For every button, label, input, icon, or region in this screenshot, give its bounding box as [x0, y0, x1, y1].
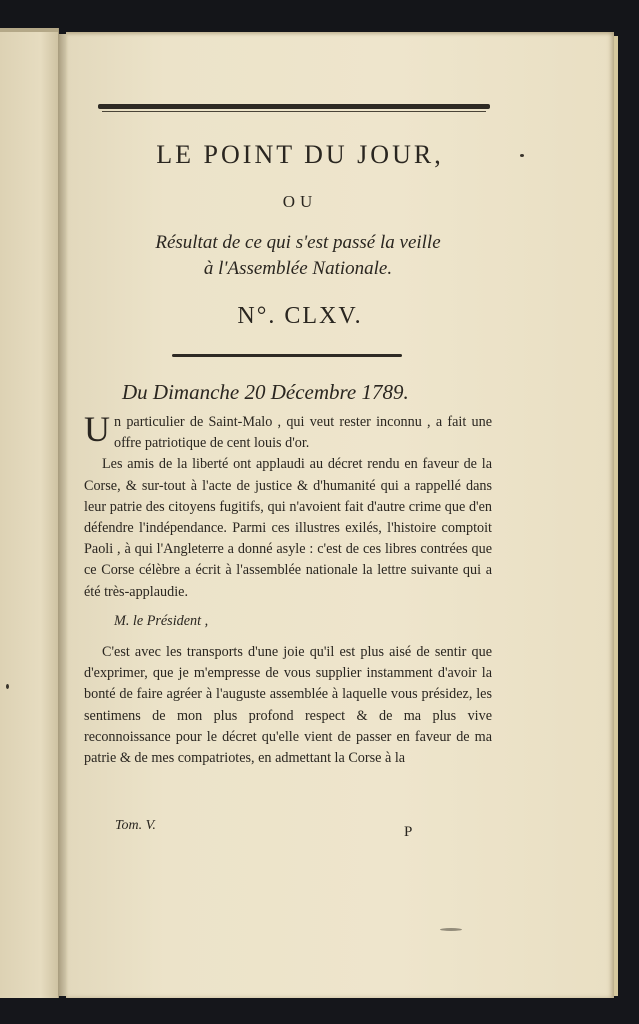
facing-page-top	[0, 28, 58, 32]
ink-fleck	[440, 928, 462, 931]
header-rule	[98, 104, 490, 109]
subtitle	[88, 230, 508, 282]
entry-date: Du Dimanche 20 Décembre 1789.	[122, 380, 409, 404]
title-ou: OU	[282, 192, 318, 211]
subtitle-line-1: Résultat de ce qui s'est passé la veille	[155, 232, 441, 253]
scan-background	[0, 0, 639, 30]
paragraph-2: Les amis de la liberté ont applaudi au décret rendu en faveur de la Corse, & sur-tout à l'acte de justice & d'humanité qui a rappellé dans leur patrie des citoyens fugitifs, qui n'avoient fait d'autre crime que d'en défendre l'indépendance. Parmi ces illustres exilés, l'histoire comptoit Paoli , à qui l'Angleterre a donné asyle : c'est de ces libres contrées que ce Corse célèbre a écrit à l'assemblée nationale la lettre suivante qui a été très-applaudie.	[84, 456, 492, 600]
paragraph-1	[84, 409, 492, 454]
salutation: M. le Président ,	[114, 612, 209, 629]
body-text	[84, 409, 492, 769]
paragraph-3: C'est avec les transports d'une joie qu'il est plus aisé de sentir que d'exprimer, que je m'empresse de vous supplier instamment d'avoir la bonté de faire agréer à l'auguste assemblée à laquelle vous présidez, les sentimens de mon plus profond respect & de ma plus vive reconnoissance pour le décret qu'elle vient de passer en faveur de ma patrie & de mes compatriotes, en admettant la Corse à la	[84, 644, 492, 767]
gathering-signature: P	[404, 824, 413, 840]
facing-page-edge	[0, 28, 59, 998]
page-title: LE POINT DU JOUR,	[156, 140, 444, 169]
paragraph-1-text: n particulier de Saint-Malo , qui veut rester inconnu , a fait une offre patriotique de cent louis d'or.	[114, 414, 492, 452]
header-rule-thin	[102, 111, 486, 112]
subtitle-line-2: à l'Assemblée Nationale.	[203, 258, 393, 279]
issue-number: N°. CLXV.	[237, 303, 363, 329]
volume-signature: Tom. V.	[115, 818, 156, 833]
ink-fleck	[520, 154, 524, 157]
ink-fleck	[6, 684, 9, 689]
drop-cap: U	[84, 409, 110, 449]
section-rule	[172, 354, 402, 357]
